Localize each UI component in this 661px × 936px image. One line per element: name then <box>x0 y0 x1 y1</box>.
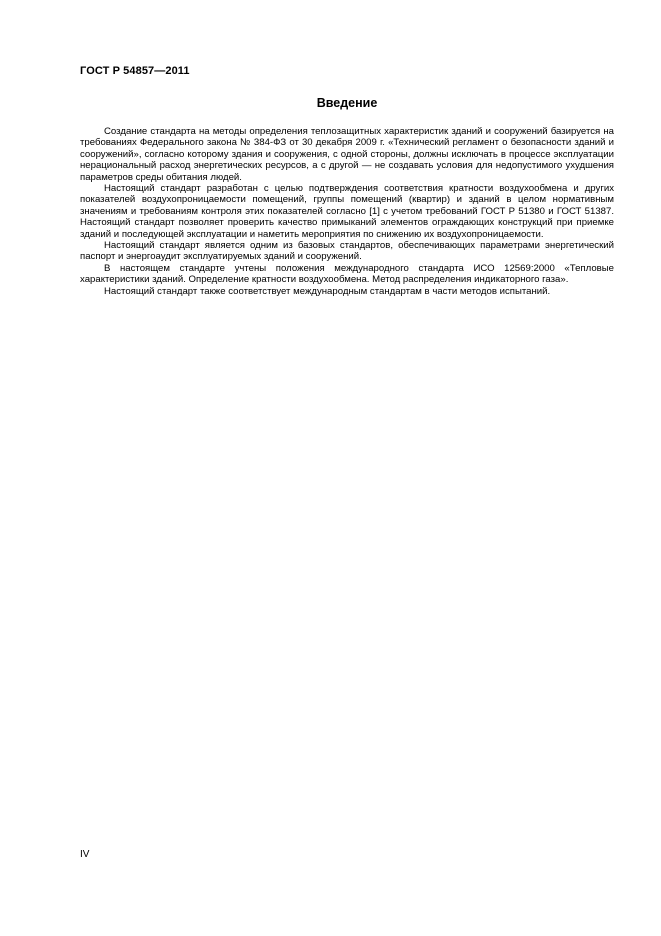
document-header: ГОСТ Р 54857—2011 <box>80 65 190 77</box>
paragraph: Настоящий стандарт разработан с целью подтверждения соответствия кратности воздухообмена и других показателей воздухопроницаемости помещений, группы помещений (квартир) и зданий в целом нормативным значениям и требованиям контроля этих показателей согласно [1] с учетом требований ГОСТ Р 51380 и ГОСТ 51387. Настоящий стандарт позволяет проверить качество примыканий элементов ограждающих конструкций при приемке зданий и последующей эксплуатации и наметить мероприятия по снижению их воздухопроницаемости. <box>80 183 614 240</box>
section-title: Введение <box>316 96 378 110</box>
page-number: IV <box>80 849 90 860</box>
paragraph: Настоящий стандарт является одним из базовых стандартов, обеспечивающих параметрами энергетический паспорт и энергоаудит эксплуатируемых зданий и сооружений. <box>80 240 614 263</box>
body-text <box>80 126 614 297</box>
paragraph: Настоящий стандарт также соответствует международным стандартам в части методов испытаний. <box>104 285 551 297</box>
paragraph: В настоящем стандарте учтены положения международного стандарта ИСО 12569:2000 «Тепловые характеристики зданий. Определение кратности воздухообмена. Метод распределения индикаторного газа». <box>80 262 614 286</box>
paragraph: Создание стандарта на методы определения теплозащитных характеристик зданий и сооружений базируется на требованиях Федерального закона № 384-ФЗ от 30 декабря 2009 г. «Технический регламент о безопасности зданий и сооружений», согласно которому здания и сооружения, с одной стороны, должны исключать в процессе эксплуатации нерациональный расход энергетических ресурсов, а с другой — не создавать условия для недопустимого ухудшения параметров среды обитания людей. <box>80 126 614 183</box>
